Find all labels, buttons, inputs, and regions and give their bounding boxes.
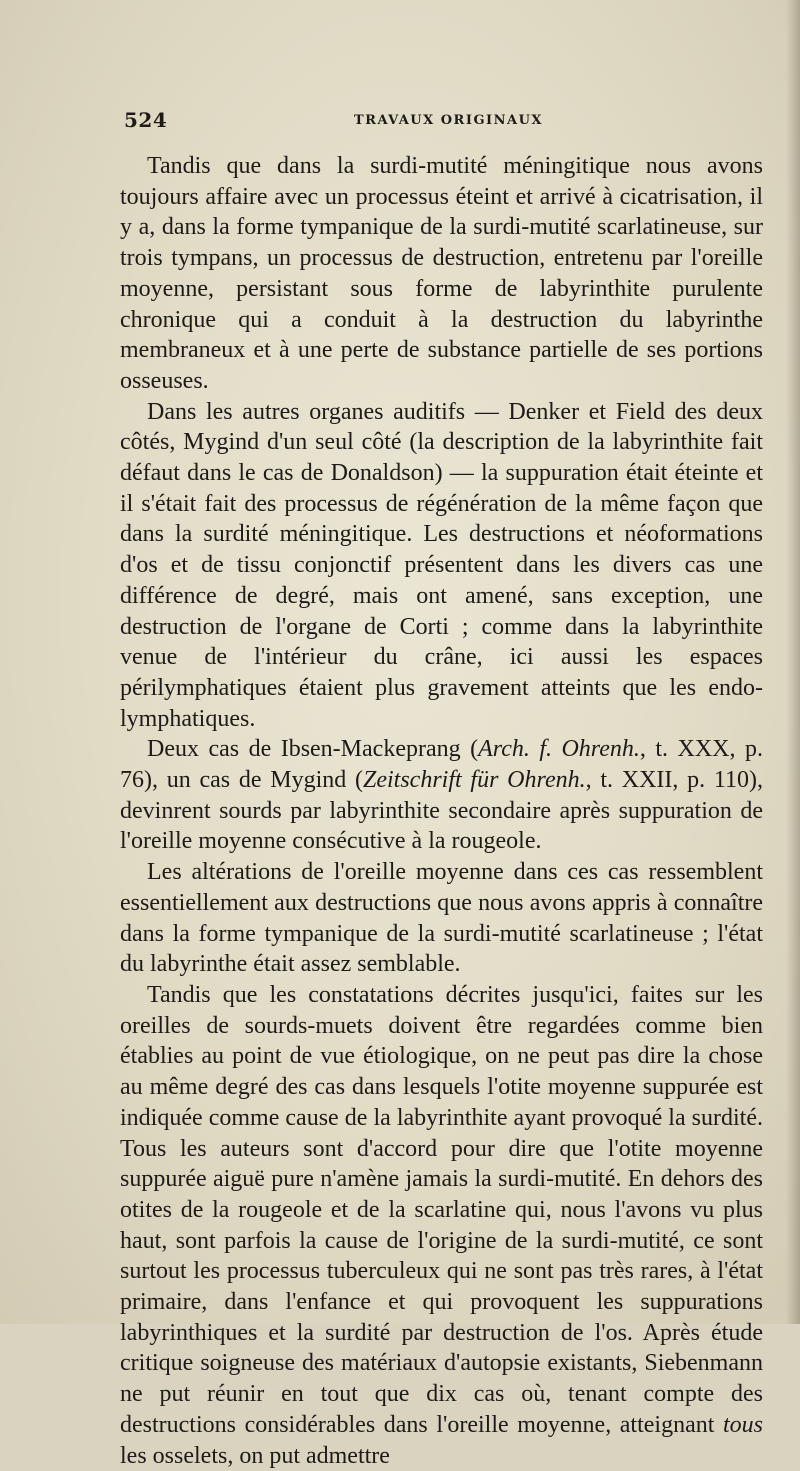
text-run: Les altérations de l'oreille moyenne dans ces cas ressemblent essentiellement aux destructions que nous avons appris à connaître dans la forme tympanique de la surdi-mutité scarlatineuse ; l'état du labyrinthe était assez semblable. [120,859,763,978]
page-number: 524 [124,108,168,132]
text-run: les osselets, on put admettre [120,1442,390,1469]
paragraph [120,397,763,735]
text-run: , t. XXX, p. 76), un cas de Mygind ( [120,736,763,794]
text-run: , t. XXII, p. 110), devinrent sourds par labyrinthite secondaire après suppuration de l'oreille moyenne consécutive à la rougeole. [120,767,763,855]
running-head: TRAVAUX ORIGINAUX [354,113,544,128]
page-header [124,108,760,142]
text-run: Deux cas de Ibsen-Mackeprang ( [147,736,479,763]
italic-text: tous [722,1411,763,1438]
text-run: Tandis que dans la surdi-mutité méningitique nous avons toujours affaire avec un processus éteint et arrivé à cicatrisation, il y a, dans la forme tympanique de la surdi-mutité scarlatineuse, sur trois tympans, un processus de destruction, entretenu par l'oreille moyenne, persistant sous forme de labyrinthite purulente chronique qui a conduit à la destruction du labyrinthe membraneux et à une perte de substance partielle de ses portions osseuses. [120,153,763,394]
text-run: Dans les autres organes auditifs — Denker et Field des deux côtés, Mygind d'un seul côté (la description de la labyrinthite fait défaut dans le cas de Donaldson) — la suppuration était éteinte et il s'était fait des processus de régénération de la même façon que dans la surdité méningitique. Les destructions et néoformations d'os et de tissu conjonctif présentent dans les divers cas une différence de degré, mais ont amené, sans exception, une destruction de l'organe de Corti ; comme dans la labyrinthite venue de l'intérieur du crâne, ici aussi les espaces périlymphatiques étaient plus gravement atteints que les endo-lymphatiques. [120,398,763,732]
paragraph [120,151,763,397]
paragraph [120,857,763,980]
text-run: Tandis que les constatations décrites jusqu'ici, faites sur les oreilles de sourds-muets doivent être regardées comme bien établies au point de vue étiologique, on ne peut pas dire la chose au même degré des cas dans lesquels l'otite moyenne suppurée est indiquée comme cause de la labyrinthite ayant provoqué la surdité. Tous les auteurs sont d'accord pour dire que l'otite moyenne suppurée aiguë pure n'amène jamais la surdi-mutité. En dehors des otites de la rougeole et de la scarlatine qui, nous l'avons vu plus haut, sont parfois la cause de l'origine de la surdi-mutité, ce sont surtout les processus tuberculeux qui ne sont pas très rares, à l'état primaire, dans l'enfance et qui provoquent les suppurations labyrinthiques et la surdité par destruction de l'os. Après étude critique soigneuse des matériaux d'autopsie existants, Siebenmann ne put réunir en tout que dix cas où, tenant compte des destructions considérables dans l'oreille moyenne, atteignant [120,981,763,1438]
italic-text: Zeitschrift für Ohrenh. [363,767,586,794]
italic-text: Arch. f. Ohrenh. [478,736,640,763]
paragraph [120,734,763,857]
body-text [120,151,763,1471]
paragraph [120,980,763,1471]
